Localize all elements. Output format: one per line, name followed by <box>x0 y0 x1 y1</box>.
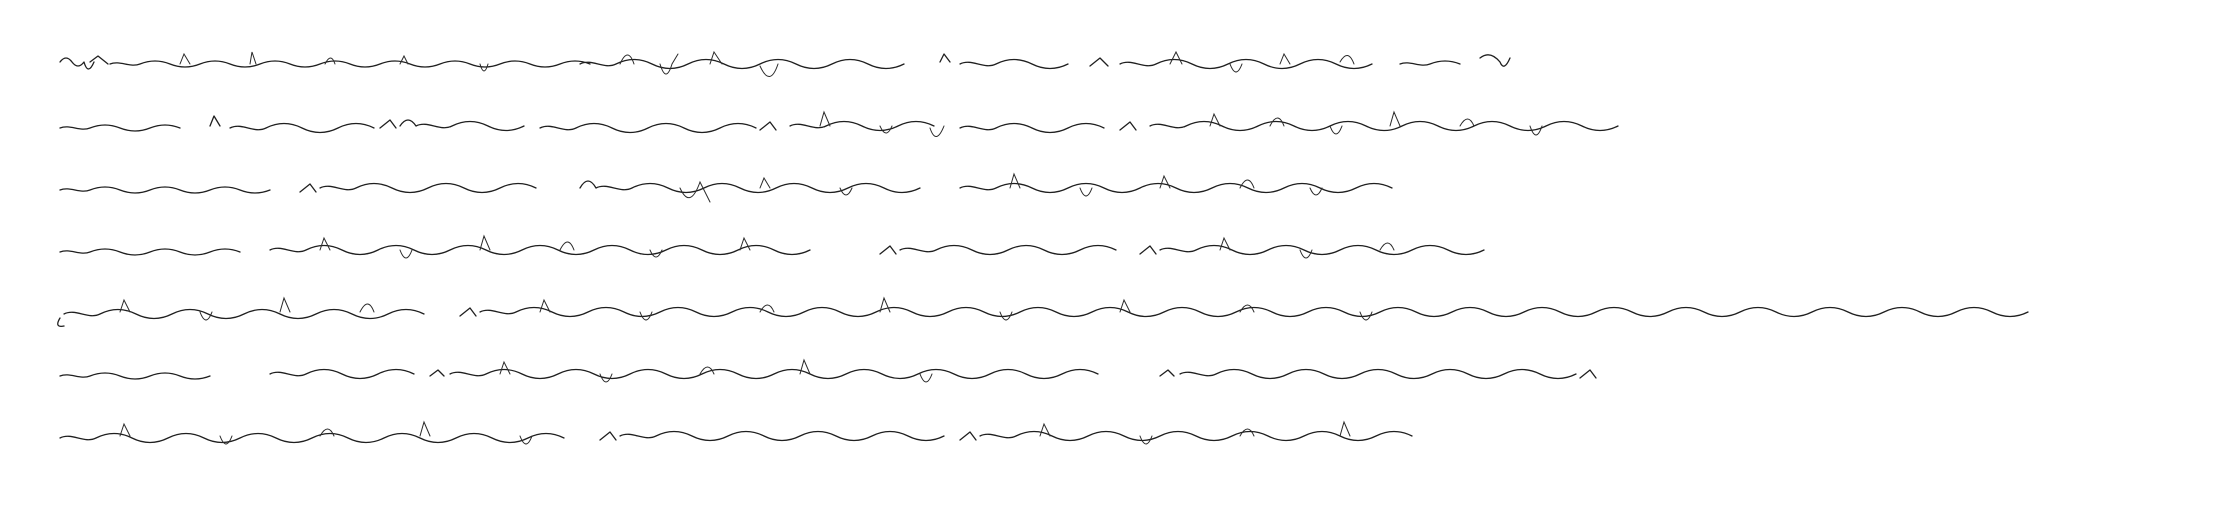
manuscript-line-6 <box>60 350 2180 406</box>
handwriting-line-4 <box>60 226 2180 282</box>
handwritten-text-block <box>60 40 2180 490</box>
handwriting-line-5 <box>60 288 2180 344</box>
handwriting-line-2 <box>60 102 2180 158</box>
handwriting-line-7 <box>60 412 2180 468</box>
manuscript-line-1 <box>60 40 2180 96</box>
handwriting-line-1 <box>60 40 2180 96</box>
manuscript-line-4 <box>60 226 2180 282</box>
handwriting-line-3 <box>60 164 2180 220</box>
manuscript-line-7 <box>60 412 2180 468</box>
handwriting-line-6 <box>60 350 2180 406</box>
manuscript-line-3 <box>60 164 2180 220</box>
manuscript-line-2 <box>60 102 2180 158</box>
manuscript-line-5 <box>60 288 2180 344</box>
